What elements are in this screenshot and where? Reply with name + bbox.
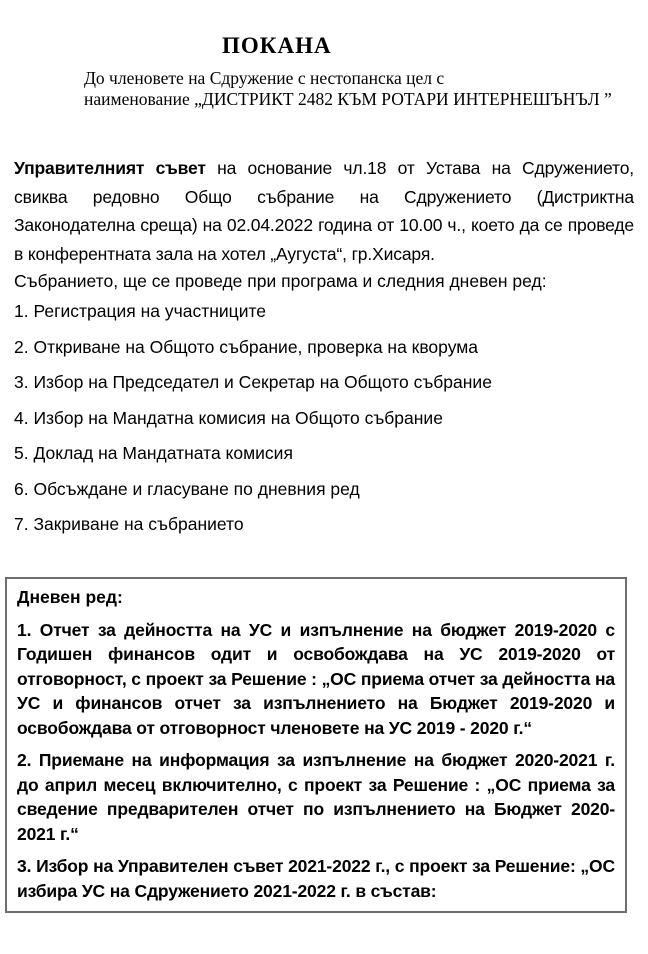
agenda-intro-line: Събранието, ще се проведе при програма и следния дневен ред: [14, 271, 547, 291]
agenda-box-heading: Дневен ред: [17, 587, 123, 607]
program-item-4: 4. Избор на Мандатна комисия на Общото събрание [14, 407, 443, 428]
document-title: ПОКАНА [222, 33, 332, 58]
addressee-line-2: наименование „ДИСТРИКТ 2482 КЪМ РОТАРИ ИНТЕРНЕШЪНЪЛ ” [84, 89, 612, 109]
addressee-block [84, 68, 648, 110]
intro-paragraph [14, 154, 634, 268]
agenda-box-item-3: 3. Избор на Управителен съвет 2021-2022 г., с проект за Решение: „ОС избира УС на Сдружението 2021-2022 г. в състав: [17, 856, 615, 901]
addressee-line-1: До членовете на Сдружение с нестопанска цел с [84, 68, 445, 88]
program-item-5: 5. Доклад на Мандатната комисия [14, 443, 293, 463]
program-item-7: 7. Закриване на събранието [14, 514, 244, 534]
program-item-2: 2. Откриване на Общото събрание, проверка на кворума [14, 336, 479, 357]
program-list [14, 300, 634, 535]
agenda-box-item-1: 1. Отчет за дейността на УС и изпълнение на бюджет 2019-2020 с Годишен финансов одит и освобождава на УС 2019-2020 от отговорност, с проект за Решение : „ОС приема отчет за дейността на УС и финансов отчет за изпълнението на Бюджет 2019-2020 и освобождава от отговорност членовете на УС 2019 - 2020 г.“ [17, 619, 615, 738]
agenda-box-item-2: 2. Приемане на информация за изпълнение на бюджет 2020-2021 г. до април месец включително, с проект за Решение : „ОС приема за сведение предварителен отчет по изпълнението на Бюджет 2020-2021 г.“ [17, 750, 615, 844]
program-item-3: 3. Избор на Председател и Секретар на Общото събрание [14, 372, 492, 392]
intro-bold-lead: Управителният съвет [14, 158, 206, 178]
intro-rest: на основание чл.18 от Устава на Сдружението, свиква редовно Общо събрание на Сдружението (Дистриктна Законодателна среща) на 02.04.2022 година от 10.00 ч., което да се проведе в конферентната зала на хотел „Аугуста“, гр.Хисаря. [14, 158, 634, 264]
program-item-6: 6. Обсъждане и гласуване по дневния ред [14, 478, 360, 499]
agenda-box [5, 577, 627, 913]
invitation-document [0, 33, 648, 954]
program-item-1: 1. Регистрация на участниците [14, 301, 267, 321]
